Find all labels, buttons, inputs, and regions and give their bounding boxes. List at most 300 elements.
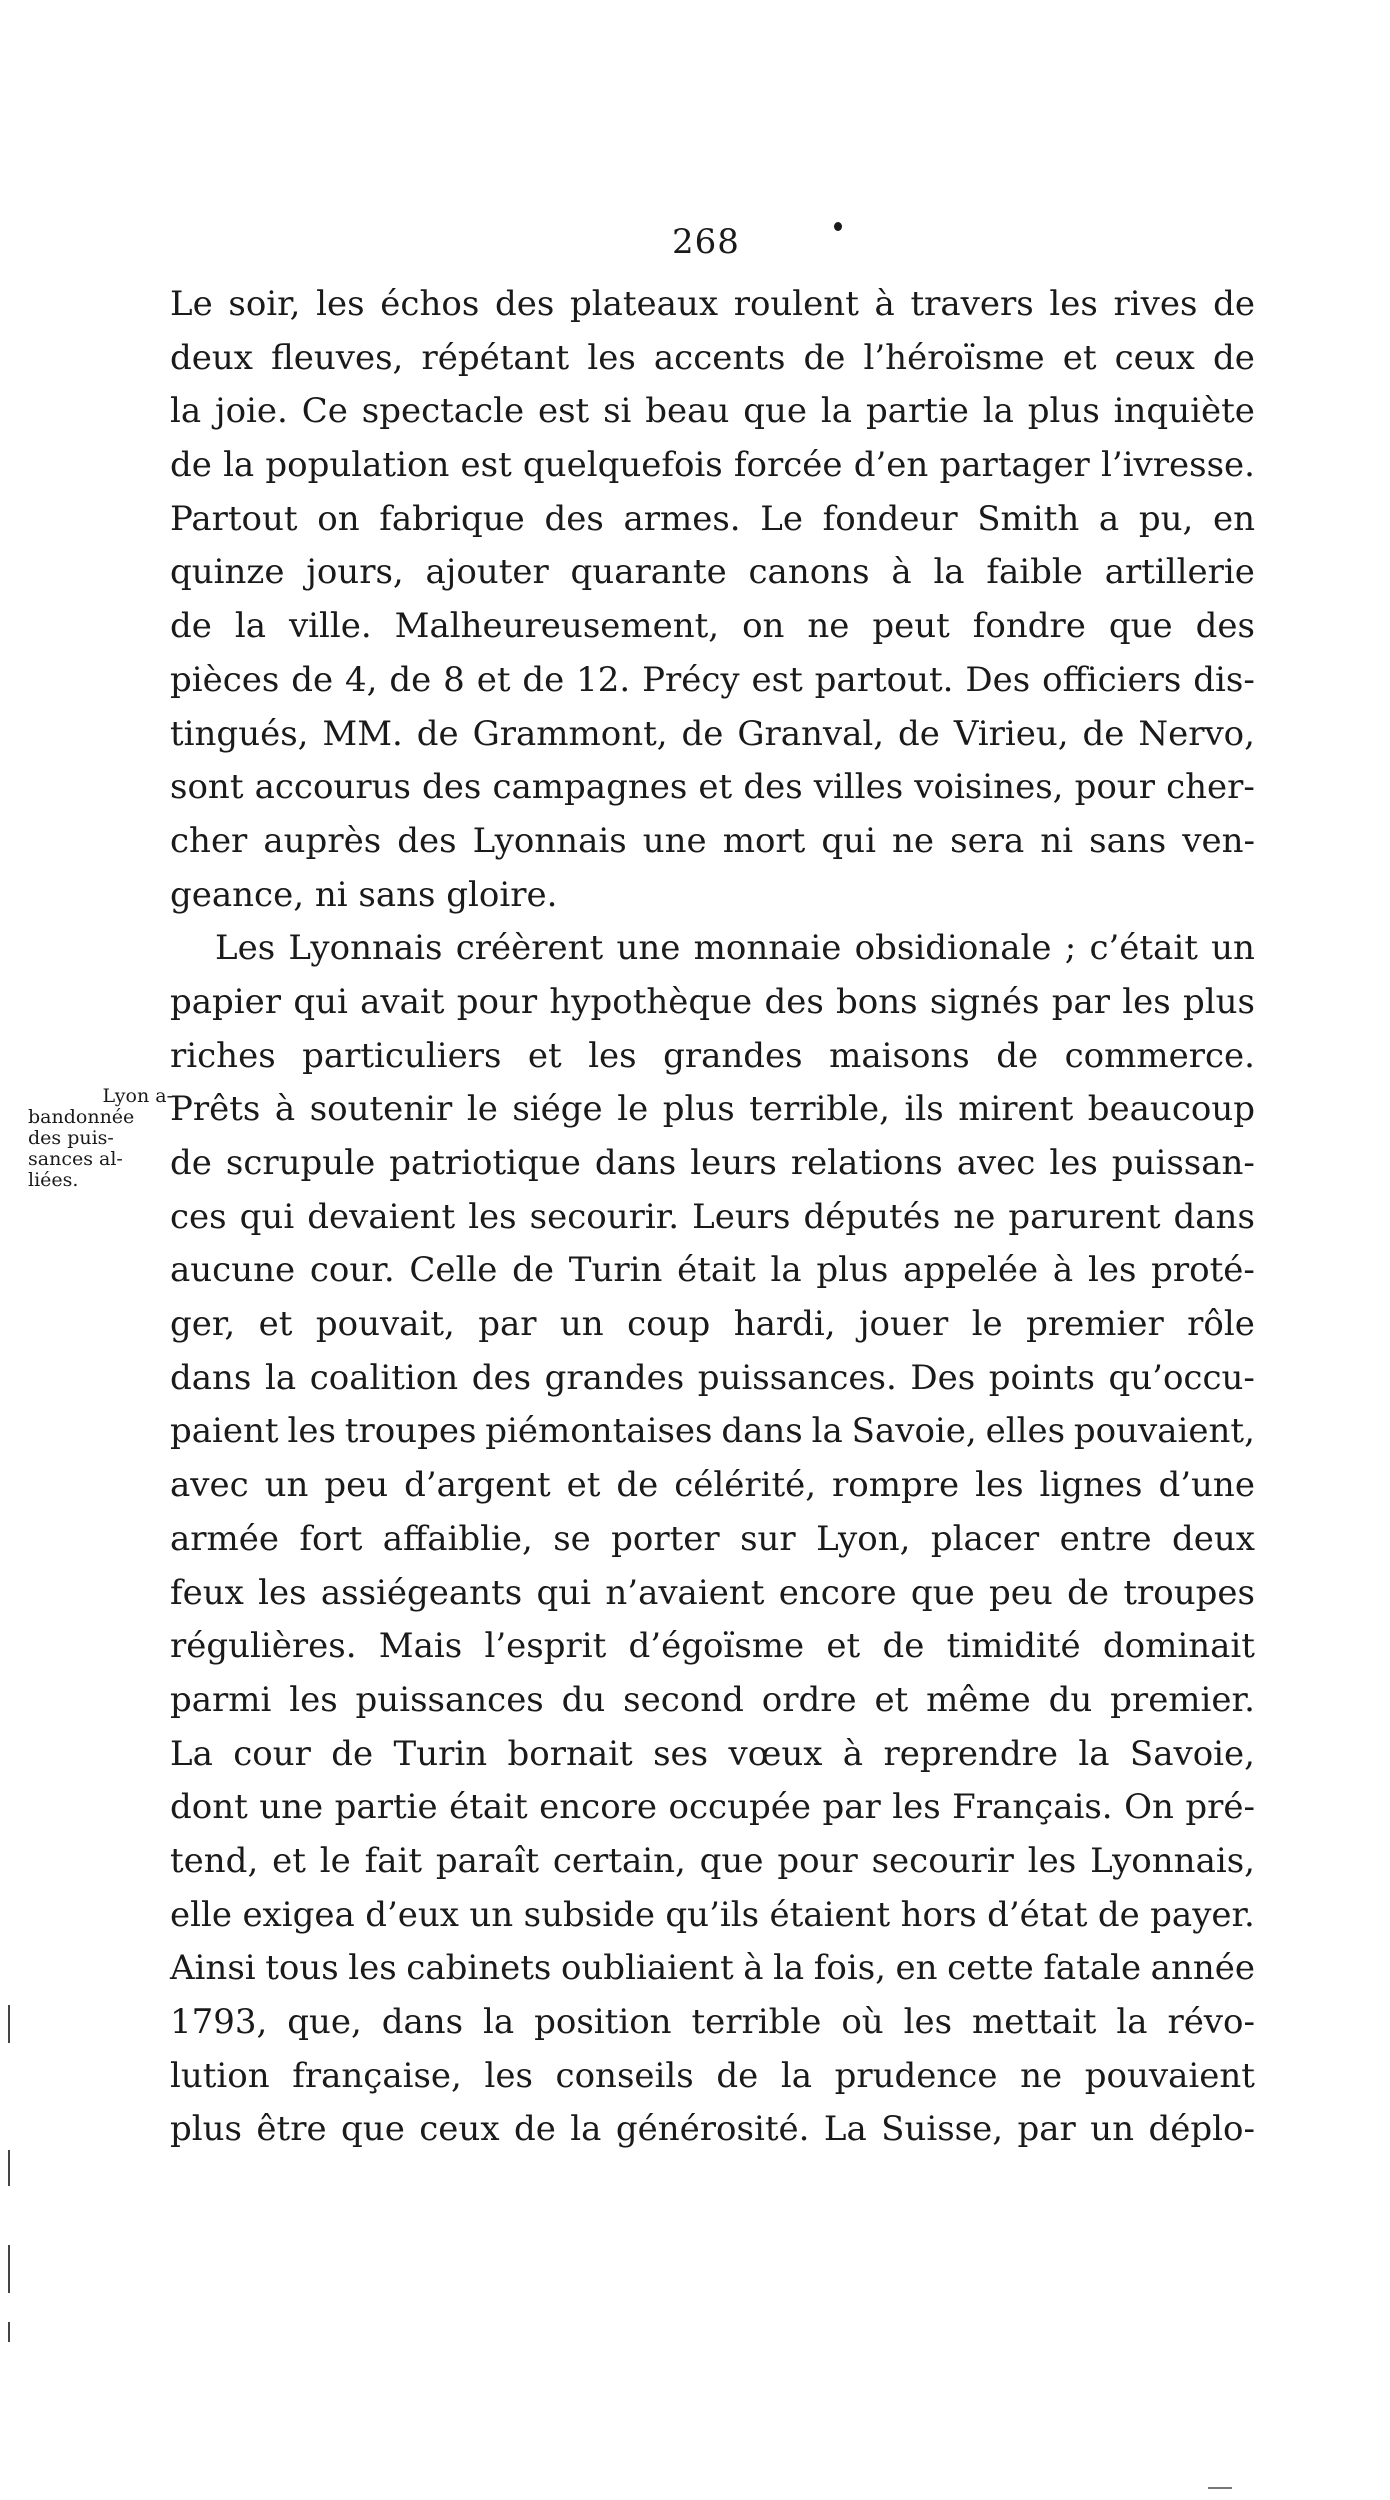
word: d’eux: [365, 1894, 459, 1935]
word: de: [513, 2109, 556, 2150]
word: pré-: [1185, 1787, 1255, 1828]
text-line: [170, 1405, 1255, 1459]
word: à: [891, 552, 912, 593]
word: faible: [986, 552, 1083, 593]
word: d’en: [853, 445, 929, 486]
word: on: [317, 498, 360, 539]
word: qui: [536, 1572, 592, 1613]
word: Français.: [952, 1787, 1113, 1828]
word: ger,: [170, 1304, 236, 1345]
word: sans: [1089, 820, 1167, 861]
text-line: [170, 708, 1255, 762]
word: campagnes: [492, 767, 688, 808]
word: de: [522, 659, 565, 700]
word: premier: [1026, 1304, 1164, 1345]
word: travers: [910, 284, 1034, 324]
word: mirent: [958, 1089, 1074, 1130]
word: fait: [364, 1840, 423, 1881]
word: a: [1098, 498, 1120, 539]
text-line: [170, 1137, 1255, 1191]
word: dans: [381, 2002, 464, 2042]
word: et: [698, 767, 733, 808]
word: plus: [1027, 391, 1100, 432]
text-line: [170, 761, 1255, 815]
word: second: [623, 1679, 744, 1720]
word: les: [587, 337, 636, 378]
word: dominait: [1102, 1626, 1255, 1667]
word: dans: [721, 1411, 803, 1452]
word: même: [926, 1679, 1031, 1720]
word: parurent: [1008, 1196, 1161, 1237]
word: proté-: [1151, 1250, 1255, 1291]
word: des: [743, 767, 803, 808]
text-line: [170, 1620, 1255, 1674]
word: et: [566, 1465, 601, 1506]
word: secourir.: [529, 1196, 680, 1237]
word: forcée: [733, 445, 843, 486]
word: et: [527, 1035, 562, 1076]
word: des: [397, 820, 457, 861]
word: régulières.: [170, 1626, 357, 1667]
word: deux: [1172, 1518, 1255, 1559]
word: officiers: [1042, 659, 1182, 700]
word: Mais: [378, 1626, 463, 1667]
word: créèrent: [455, 928, 604, 969]
word: entre: [1059, 1518, 1152, 1559]
text-line: [170, 546, 1255, 600]
word: la: [820, 391, 853, 432]
word: Des: [965, 659, 1031, 700]
word: dans: [1173, 1196, 1255, 1237]
text-line: [170, 1728, 1255, 1782]
word: ses: [653, 1733, 709, 1774]
word: d’état: [987, 1894, 1088, 1935]
word: monnaie: [693, 928, 842, 969]
word: déplo-: [1148, 2109, 1255, 2150]
word: la: [770, 1250, 802, 1291]
word: d’égoïsme: [628, 1626, 805, 1667]
word: que: [1108, 606, 1173, 647]
text-line: [170, 1459, 1255, 1513]
word: Celle: [409, 1250, 498, 1291]
word: en: [895, 1948, 938, 1989]
word: dont: [170, 1787, 248, 1828]
word: les: [588, 1035, 637, 1076]
word: fleuves,: [271, 337, 404, 378]
word: jouer: [858, 1304, 949, 1345]
word: un: [1090, 2109, 1135, 2150]
word: rôle: [1187, 1304, 1255, 1345]
word: jours,: [306, 552, 404, 593]
text-line: [170, 2103, 1255, 2157]
word: l’ivresse.: [1101, 445, 1255, 486]
word: Le: [760, 498, 803, 539]
word: pouvait,: [315, 1304, 455, 1345]
word: de: [803, 337, 846, 378]
word: ne: [892, 820, 935, 861]
word: les: [289, 1679, 338, 1720]
word: pouvaient,: [1073, 1411, 1255, 1452]
word: célérité,: [674, 1465, 817, 1506]
text-line: [170, 1244, 1255, 1298]
text-line: [170, 1781, 1255, 1835]
ink-speck: [834, 222, 842, 231]
word: que: [910, 1572, 975, 1613]
word: prudence: [834, 2055, 998, 2096]
word: Ce: [301, 391, 348, 432]
word: lution: [170, 2055, 270, 2096]
word: la: [170, 391, 202, 432]
word: c’était: [1089, 928, 1198, 969]
word: occupée: [668, 1787, 811, 1828]
word: auprès: [263, 820, 382, 861]
body-text: [170, 278, 1255, 2157]
word: sur: [740, 1518, 796, 1559]
word: subside: [523, 1894, 655, 1935]
word: partout.: [814, 659, 954, 700]
word: on: [742, 606, 785, 647]
word: étaient: [769, 1894, 891, 1935]
word: 12.: [576, 659, 631, 700]
word: obsidionale: [854, 928, 1052, 969]
word: répétant: [421, 337, 570, 378]
word: les: [258, 1572, 307, 1613]
word: cher: [170, 820, 248, 861]
word: dans: [594, 1143, 677, 1183]
word: la: [570, 2109, 602, 2150]
word: tous: [265, 1948, 339, 1989]
word: de: [882, 1626, 925, 1667]
word: armée: [170, 1518, 280, 1559]
word: pour: [777, 1840, 858, 1881]
text-line: [170, 1567, 1255, 1621]
word: conseils: [555, 2055, 694, 2096]
word: Savoie,: [1129, 1733, 1255, 1774]
word: hardi,: [733, 1304, 836, 1345]
word: assiégeants: [320, 1572, 523, 1613]
word: papier: [170, 981, 282, 1022]
word: des: [471, 1357, 532, 1398]
word: ni: [1040, 820, 1074, 861]
word: rompre: [832, 1465, 960, 1506]
word: Lyonnais,: [1090, 1840, 1255, 1881]
text-line: [170, 1889, 1255, 1943]
word: tingués,: [170, 713, 309, 754]
scan-edge-mark: [1208, 2487, 1232, 2489]
word: Virieu,: [953, 713, 1069, 754]
word: mort: [722, 820, 806, 861]
word: fabrique: [379, 498, 525, 539]
word: roulent: [733, 284, 859, 324]
word: parmi: [170, 1679, 272, 1720]
word: qui: [293, 981, 348, 1022]
word: des: [764, 981, 824, 1022]
word: particuliers: [302, 1035, 502, 1076]
word: l’esprit: [484, 1626, 607, 1667]
word: où: [841, 2002, 884, 2042]
word: bons: [836, 981, 918, 1022]
text-line: [170, 1835, 1255, 1889]
word: paraît: [435, 1840, 540, 1881]
word: accourus: [254, 767, 411, 808]
word: tend,: [170, 1840, 259, 1881]
word: que: [341, 2109, 405, 2150]
word: ceux: [419, 2109, 500, 2150]
word: cour.: [309, 1250, 395, 1291]
word: partie: [865, 391, 969, 432]
word: Turin: [393, 1733, 488, 1774]
word: la: [933, 552, 965, 593]
word: peu: [324, 1465, 389, 1506]
word: plus: [662, 1089, 735, 1130]
text-line: [170, 385, 1255, 439]
word: pu,: [1138, 498, 1194, 539]
word: Suisse,: [881, 2109, 1004, 2150]
word: pour: [456, 981, 538, 1022]
word: Lyon,: [816, 1518, 911, 1559]
word: est: [460, 445, 512, 486]
word: les: [975, 1465, 1024, 1506]
word: patriotique: [389, 1143, 581, 1183]
word: n’avaient: [605, 1572, 765, 1613]
word: le: [319, 1840, 351, 1881]
word: siége: [512, 1089, 603, 1130]
word: Granval,: [737, 713, 885, 754]
word: points: [988, 1357, 1095, 1398]
word: cour: [233, 1733, 311, 1774]
word: par: [1017, 2109, 1076, 2150]
word: de: [716, 2055, 759, 2096]
word: les: [1122, 981, 1171, 1022]
word: un: [264, 1465, 309, 1506]
word: secourir: [871, 1840, 1014, 1881]
word: timidité: [946, 1626, 1081, 1667]
word: la: [264, 1357, 297, 1398]
word: à: [874, 284, 895, 324]
word: accents: [653, 337, 786, 378]
word: quarante: [570, 552, 727, 593]
word: de: [1097, 1894, 1140, 1935]
word: certain,: [552, 1840, 686, 1881]
word: de: [681, 713, 724, 754]
word: quinze: [170, 552, 285, 593]
scan-edge-mark: [8, 2005, 10, 2043]
word: les: [316, 284, 365, 324]
word: cabinets: [406, 1948, 552, 1989]
word: Savoie,: [851, 1411, 977, 1452]
word: artillerie: [1104, 552, 1255, 593]
word: que: [699, 1840, 764, 1881]
text-line: [170, 493, 1255, 547]
word: oubliaient: [560, 1948, 734, 1989]
word: ceux: [1114, 337, 1195, 378]
word: Les: [215, 928, 276, 969]
word: les: [892, 1787, 941, 1828]
text-line: [170, 2050, 1255, 2104]
word: était: [449, 1787, 528, 1828]
word: est: [751, 659, 803, 700]
word: terrible,: [749, 1089, 890, 1130]
word: relations: [790, 1143, 943, 1183]
text-line: [170, 332, 1255, 386]
word: commerce.: [1064, 1035, 1255, 1076]
word: était: [677, 1250, 756, 1291]
word: dis-: [1193, 659, 1255, 700]
word: armes.: [623, 498, 741, 539]
scan-edge-mark: [8, 2150, 10, 2186]
word: fort: [299, 1518, 363, 1559]
word: ordre: [761, 1679, 857, 1720]
word: qu’occu-: [1108, 1357, 1255, 1398]
word: feux: [170, 1572, 244, 1613]
word: partie: [334, 1787, 438, 1828]
word: La: [823, 2109, 867, 2150]
word: ajouter: [425, 552, 549, 593]
word: les: [1049, 284, 1098, 324]
word: l’héroïsme: [863, 337, 1045, 378]
word: Turin: [568, 1250, 663, 1291]
word: révo-: [1167, 2002, 1255, 2042]
word: avec: [170, 1465, 249, 1506]
word: française,: [292, 2055, 462, 2096]
word: par: [478, 1304, 537, 1345]
word: pour: [1074, 767, 1155, 808]
word: 8: [443, 659, 465, 700]
word: terrible: [691, 2002, 822, 2042]
text-line: [170, 1030, 1255, 1084]
text-line: [170, 1191, 1255, 1245]
word: d’une: [1158, 1465, 1255, 1506]
word: hypothèque: [549, 981, 753, 1022]
word: piémontaises: [485, 1411, 713, 1452]
word: quelquefois: [522, 445, 723, 486]
word: de: [996, 1035, 1039, 1076]
word: affaiblie,: [382, 1518, 533, 1559]
word: grandes: [544, 1357, 685, 1398]
text-line: [170, 654, 1255, 708]
word: encore: [778, 1572, 897, 1613]
scan-edge-mark: [8, 2245, 10, 2293]
word: un: [469, 1894, 514, 1935]
word: de: [1213, 284, 1255, 324]
word: 4,: [345, 659, 378, 700]
word: des: [494, 284, 555, 324]
text-line: [170, 600, 1255, 654]
word: les: [287, 1411, 336, 1452]
word: de: [170, 445, 212, 486]
margin-note-line: liées.: [28, 1169, 79, 1191]
margin-note-line: bandonnée: [28, 1106, 135, 1128]
word: scrupule: [225, 1143, 376, 1183]
word: Leurs: [692, 1196, 791, 1237]
word: Prêts: [170, 1089, 261, 1130]
word: beau: [645, 391, 730, 432]
word: pièces: [170, 659, 280, 700]
word: elle: [170, 1894, 232, 1935]
word: dans: [170, 1357, 252, 1398]
word: cette: [947, 1948, 1034, 1989]
word: MM.: [322, 713, 403, 754]
word: encore: [539, 1787, 658, 1828]
word: ne: [1020, 2055, 1063, 2096]
word: hors: [900, 1894, 977, 1935]
word: fois,: [813, 1948, 886, 1989]
word: puissances.: [697, 1357, 897, 1398]
word: les: [1027, 1840, 1077, 1881]
word: les: [484, 2055, 533, 2096]
word: le: [971, 1304, 1003, 1345]
text-line: [170, 976, 1255, 1030]
word: Smith: [977, 498, 1080, 539]
word: des: [544, 498, 604, 539]
word: Des: [910, 1357, 976, 1398]
word: et: [1062, 337, 1097, 378]
word: de: [1212, 337, 1255, 378]
word: troupes: [1123, 1572, 1255, 1613]
word: un: [559, 1304, 604, 1345]
word: de: [389, 659, 432, 700]
word: premier.: [1110, 1679, 1255, 1720]
page-number: 268: [672, 222, 740, 262]
margin-note: [28, 1086, 178, 1191]
word: une: [616, 928, 681, 969]
word: Grammont,: [472, 713, 668, 754]
word: et: [826, 1626, 861, 1667]
word: par: [1051, 981, 1111, 1022]
text-line: [170, 922, 1255, 976]
word: bornait: [507, 1733, 633, 1774]
word: les: [903, 2002, 953, 2042]
word: ne: [953, 1196, 996, 1237]
word: mettait: [971, 2002, 1097, 2042]
word: beaucoup: [1087, 1089, 1255, 1130]
word: le: [617, 1089, 649, 1130]
word: plateaux: [569, 284, 719, 324]
word: Lyonnais: [288, 928, 443, 969]
text-line: [170, 1513, 1255, 1567]
text-line: [170, 1996, 1255, 2050]
text-line: [170, 439, 1255, 493]
word: du: [1048, 1679, 1093, 1720]
word: de: [331, 1733, 374, 1774]
word: cher-: [1166, 767, 1255, 808]
word: avait: [360, 981, 445, 1022]
text-line: [170, 1298, 1255, 1352]
word: en: [1212, 498, 1255, 539]
scan-edge-mark: [8, 2322, 10, 2342]
word: la: [223, 445, 255, 486]
word: qui: [821, 820, 876, 861]
text-line: [170, 815, 1255, 869]
word: députés: [803, 1196, 941, 1237]
word: joie.: [215, 391, 288, 432]
word: le: [466, 1089, 498, 1130]
word: une: [642, 820, 707, 861]
word: se: [553, 1518, 591, 1559]
word: aucune: [170, 1250, 296, 1291]
word: plus: [1183, 981, 1255, 1022]
word: coalition: [309, 1357, 459, 1398]
word: leurs: [690, 1143, 777, 1183]
margin-note-line: sances al-: [28, 1148, 123, 1170]
word: fondre: [972, 606, 1086, 647]
word: spectacle: [361, 391, 525, 432]
word: population: [265, 445, 450, 486]
word: Nervo,: [1138, 713, 1255, 754]
word: puissances: [355, 1679, 544, 1720]
word: de: [1067, 1572, 1110, 1613]
word: la: [1078, 1733, 1110, 1774]
